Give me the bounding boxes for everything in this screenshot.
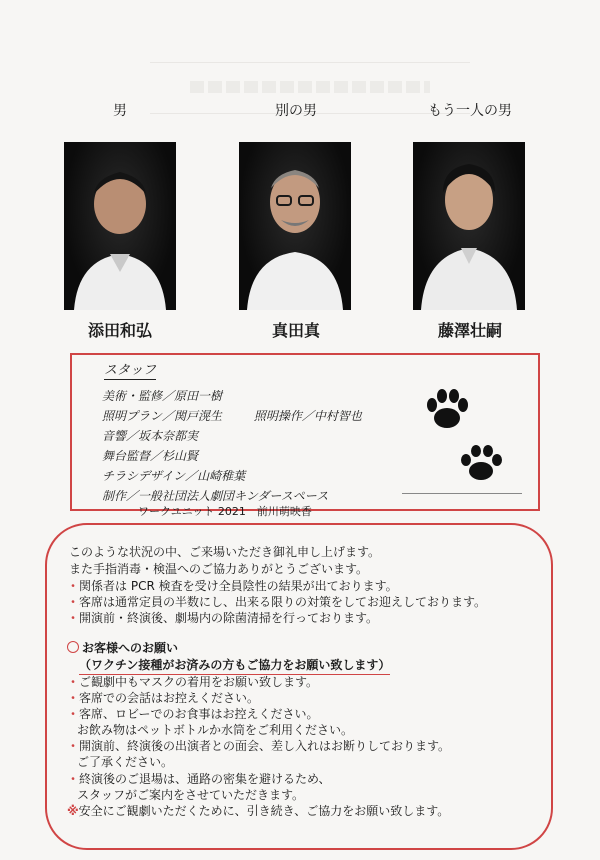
request-item-4-cont: ご了承ください。 [77,755,174,769]
request-item-1: ・ご観劇中もマスクの着用をお願い致します。 [67,675,319,689]
measure-item-1: ・関係者は PCR 検査を受け全員陰性の結果が出ております。 [67,579,398,593]
staff-line-flyer-design: チラシデザイン／山崎稚葉 [102,469,246,483]
staff-line-stage-manager: 舞台監督／杉山賢 [102,449,199,463]
role-label-3: もう一人の男 [428,103,512,119]
final-note: ※安全にご観劇いただくために、引き続き、ご協力をお願い致します。 [67,804,450,818]
request-item-3-cont: お飲み物はペットボトルか水筒をご利用ください。 [77,723,354,737]
staff-divider [402,493,522,494]
circle-icon [67,641,79,653]
paw-print-icon-2 [457,443,505,485]
staff-line-sound: 音響／坂本奈都実 [102,429,199,443]
notice-intro-1: このような状況の中、ご来場いただき御礼申し上げます。 [69,545,381,559]
paw-print-icon [422,385,472,435]
staff-line-lighting [102,407,362,424]
request-item-5: ・終演後のご退場は、通路の密集を避けるため、 [67,772,331,786]
actor-photo-3 [413,142,525,310]
staff-line-production: 制作／一般社団法人劇団キンダースペース [102,489,329,503]
staff-credits-box [70,353,540,518]
actor-photo-1 [64,142,176,310]
role-label-2: 別の男 [275,103,317,119]
notice-intro-2: また手指消毒・検温へのご協力ありがとうございます。 [69,562,369,576]
actor-photo-2 [239,142,351,310]
request-item-4: ・開演前、終演後の出演者との面会、差し入れはお断りしております。 [67,739,451,753]
request-item-2: ・客席での会話はお控えください。 [67,691,260,705]
role-label-1: 男 [113,103,127,119]
measure-item-2: ・客席は通常定員の半数にし、出来る限りの対策をしてお迎えしております。 [67,595,487,609]
covid-notice-box [45,523,553,850]
actor-name-2: 真田真 [271,321,320,340]
request-heading: お客様へのお願い [67,639,178,656]
reference-mark: ※ [67,804,79,818]
request-subheading: （ワクチン接種がお済みの方もご協力をお願い致します） [79,656,390,675]
actor-name-1: 添田和弘 [87,321,152,340]
staff-title: スタッフ [104,363,157,378]
bullet-mark: ・ [67,579,80,593]
bullet-mark: ・ [67,611,80,625]
staff-lighting-operator: 照明操作／中村智也 [253,409,362,423]
measure-item-3: ・開演前・終演後、劇場内の除菌清掃を行っております。 [67,611,379,625]
request-item-3: ・客席、ロビーでのお食事はお控えください。 [67,707,319,721]
request-item-5-cont: スタッフがご案内をさせていただきます。 [77,788,305,802]
staff-line-art: 美術・監修／原田一樹 [102,389,223,403]
bullet-mark: ・ [67,595,80,609]
actor-name-3: 藤澤壮嗣 [437,321,502,340]
staff-line-work-unit: ワークユニット 2021 前川萌映香 [138,505,312,518]
staff-lighting-plan: 照明プラン／関戸滉生 [102,409,223,423]
